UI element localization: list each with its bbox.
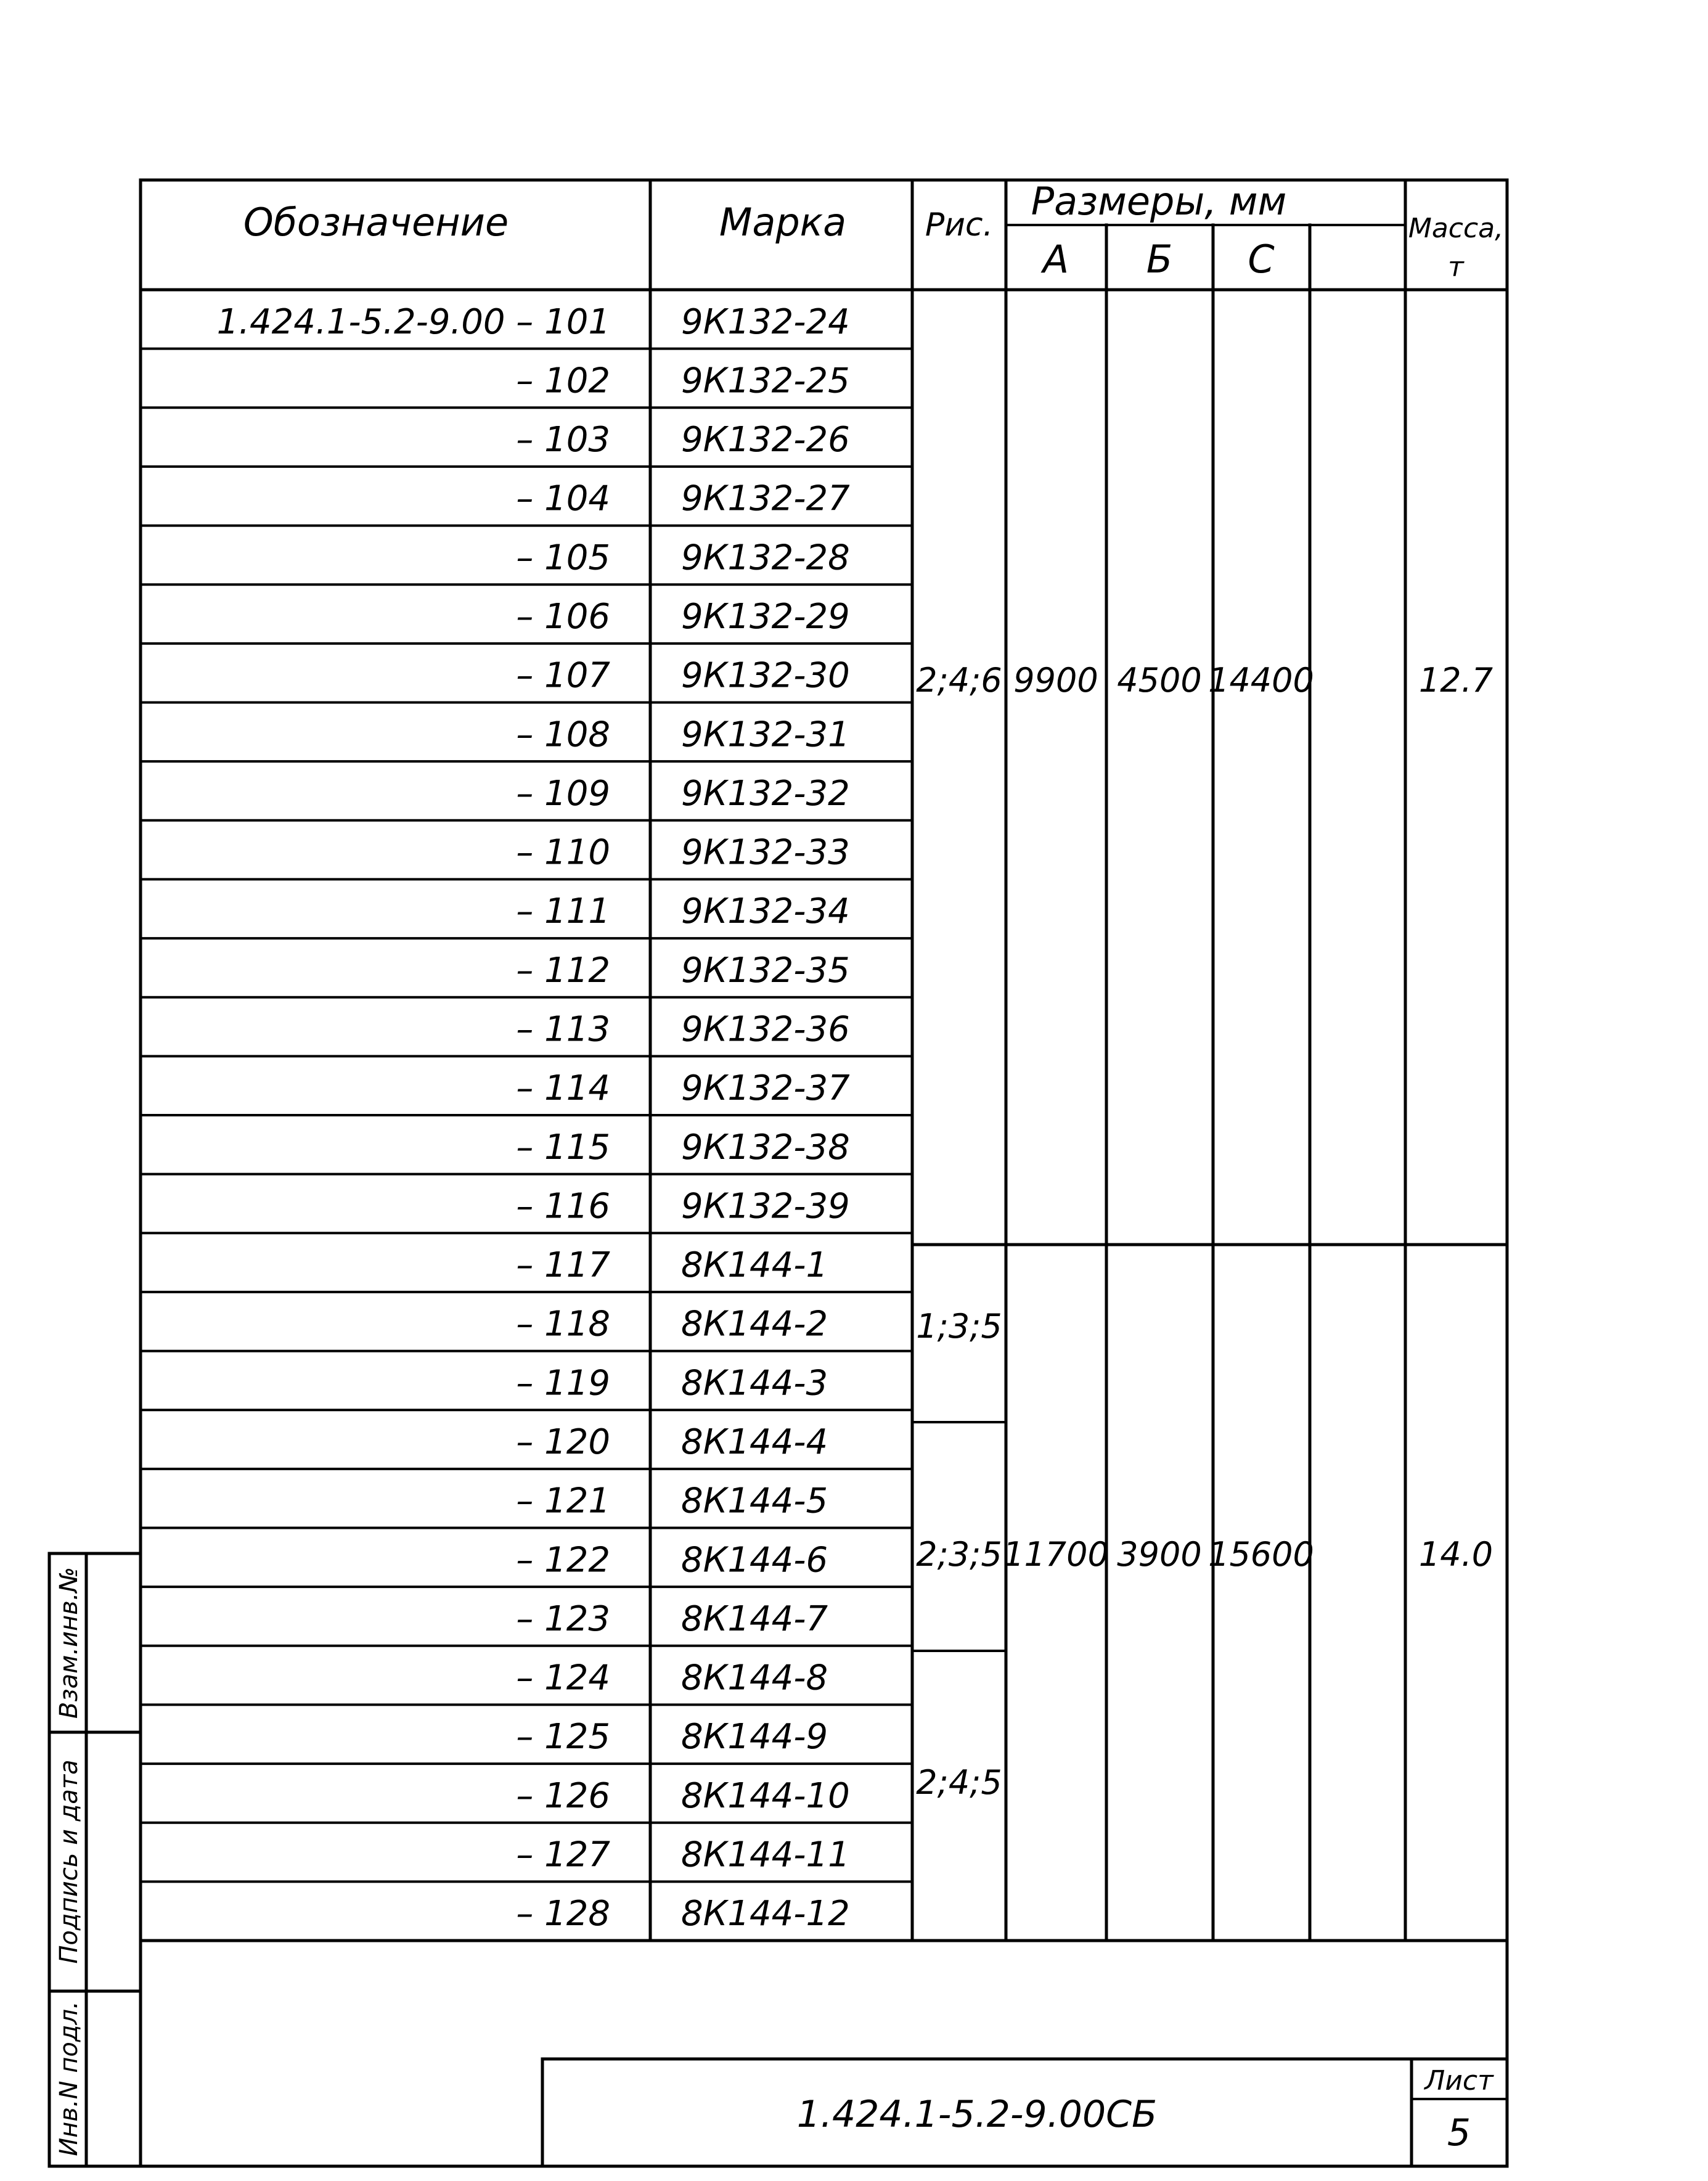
row-mark: 9К132-27 xyxy=(681,478,850,519)
row-mark: 9К132-25 xyxy=(681,361,850,401)
row-designation: – 115 xyxy=(516,1127,610,1168)
row-designation: – 126 xyxy=(516,1775,610,1816)
row-mark: 8К144-11 xyxy=(681,1835,850,1875)
row-mark: 8К144-10 xyxy=(681,1775,850,1816)
header-dim-c: С xyxy=(1248,237,1275,282)
row-designation: – 116 xyxy=(516,1186,610,1227)
row-mark: 9К132-36 xyxy=(681,1009,850,1050)
row-mark: 9К132-26 xyxy=(681,420,850,460)
header-mass: Масса, xyxy=(1408,213,1504,244)
row-mark: 9К132-33 xyxy=(681,832,850,873)
row-mark: 9К132-24 xyxy=(681,301,850,342)
header-mass-unit: т xyxy=(1448,252,1464,283)
group1-figure: 2;4;6 xyxy=(916,661,1002,700)
row-designation: – 104 xyxy=(516,478,610,519)
row-designation: – 122 xyxy=(516,1540,610,1581)
row-mark: 8К144-12 xyxy=(681,1894,850,1934)
header-mark: Марка xyxy=(719,200,847,245)
figure-subgroup-1: 1;3;5 xyxy=(916,1307,1002,1346)
row-mark: 9К132-37 xyxy=(681,1068,850,1109)
row-mark: 9К132-35 xyxy=(681,950,850,991)
group2-dim-b: 3900 xyxy=(1117,1535,1202,1574)
figure-subgroup-3: 2;4;5 xyxy=(916,1763,1002,1802)
row-designation: – 110 xyxy=(516,832,610,873)
row-designation: – 112 xyxy=(516,950,610,991)
row-mark: 9К132-32 xyxy=(681,773,850,814)
row-designation: – 118 xyxy=(516,1304,610,1344)
header-figure: Рис. xyxy=(925,207,994,243)
row-mark: 8К144-7 xyxy=(681,1598,828,1639)
document-code: 1.424.1-5.2-9.00СБ xyxy=(796,2093,1158,2136)
group2-dim-a: 11700 xyxy=(1003,1535,1109,1574)
row-mark: 9К132-39 xyxy=(681,1186,850,1227)
row-designation: – 102 xyxy=(516,361,610,401)
group1-dim-c: 14400 xyxy=(1208,661,1314,700)
row-lines xyxy=(141,349,912,1882)
row-mark: 8К144-1 xyxy=(681,1245,828,1286)
row-designation: – 119 xyxy=(516,1363,610,1404)
row-designation: – 106 xyxy=(516,596,610,637)
row-designation: – 121 xyxy=(516,1481,610,1521)
row-designation: – 117 xyxy=(516,1245,610,1286)
header-dim-b: Б xyxy=(1146,237,1173,282)
row-designation: – 113 xyxy=(516,1009,610,1050)
row-designation: – 107 xyxy=(516,655,610,696)
row-mark: 9К132-31 xyxy=(681,714,850,755)
sheet-number: 5 xyxy=(1447,2111,1471,2154)
row-mark: 8К144-6 xyxy=(681,1540,828,1581)
row-designation: – 123 xyxy=(516,1598,610,1639)
row-designation: – 128 xyxy=(516,1894,610,1934)
header-dimensions: Размеры, мм xyxy=(1031,179,1287,224)
row-designation: – 105 xyxy=(516,538,610,578)
row-mark: 8К144-5 xyxy=(681,1481,828,1521)
row-designation: – 114 xyxy=(516,1068,610,1109)
row-designation: – 125 xyxy=(516,1717,610,1757)
group1-mass: 12.7 xyxy=(1418,661,1493,700)
group2-dim-c: 15600 xyxy=(1208,1535,1314,1574)
row-mark: 8К144-8 xyxy=(681,1658,828,1698)
row-mark: 8К144-9 xyxy=(681,1717,828,1757)
side-inv-no: Инв.N подл. xyxy=(55,2001,83,2156)
row-designation: – 127 xyxy=(516,1835,610,1875)
row-mark: 9К132-28 xyxy=(681,538,850,578)
group2-mass: 14.0 xyxy=(1418,1535,1493,1574)
table-rows xyxy=(217,302,851,1934)
row-mark: 9К132-30 xyxy=(681,655,850,696)
row-designation: – 108 xyxy=(516,714,610,755)
row-mark: 9К132-34 xyxy=(681,891,850,932)
row-designation: – 111 xyxy=(516,891,610,932)
row-mark: 9К132-38 xyxy=(681,1127,850,1168)
header-designation: Обозначение xyxy=(243,200,509,245)
side-sign-date: Подпись и дата xyxy=(55,1759,83,1964)
row-designation: – 120 xyxy=(516,1422,610,1462)
sheet-label: Лист xyxy=(1424,2065,1493,2097)
row-mark: 8К144-4 xyxy=(681,1422,828,1462)
row-mark: 8К144-3 xyxy=(681,1363,828,1404)
group1-dim-a: 9900 xyxy=(1013,661,1098,700)
group1-dim-b: 4500 xyxy=(1117,661,1202,700)
row-designation: – 109 xyxy=(516,773,610,814)
row-designation: 1.424.1-5.2-9.00 – 101 xyxy=(216,301,610,342)
side-replace-inv: Взам.инв.№ xyxy=(55,1566,83,1719)
figure-subgroup-2: 2;3;5 xyxy=(916,1535,1002,1574)
row-designation: – 124 xyxy=(516,1658,610,1698)
row-mark: 9К132-29 xyxy=(681,596,850,637)
row-mark: 8К144-2 xyxy=(681,1304,828,1344)
row-designation: – 103 xyxy=(516,420,610,460)
header-dim-a: А xyxy=(1042,237,1069,282)
